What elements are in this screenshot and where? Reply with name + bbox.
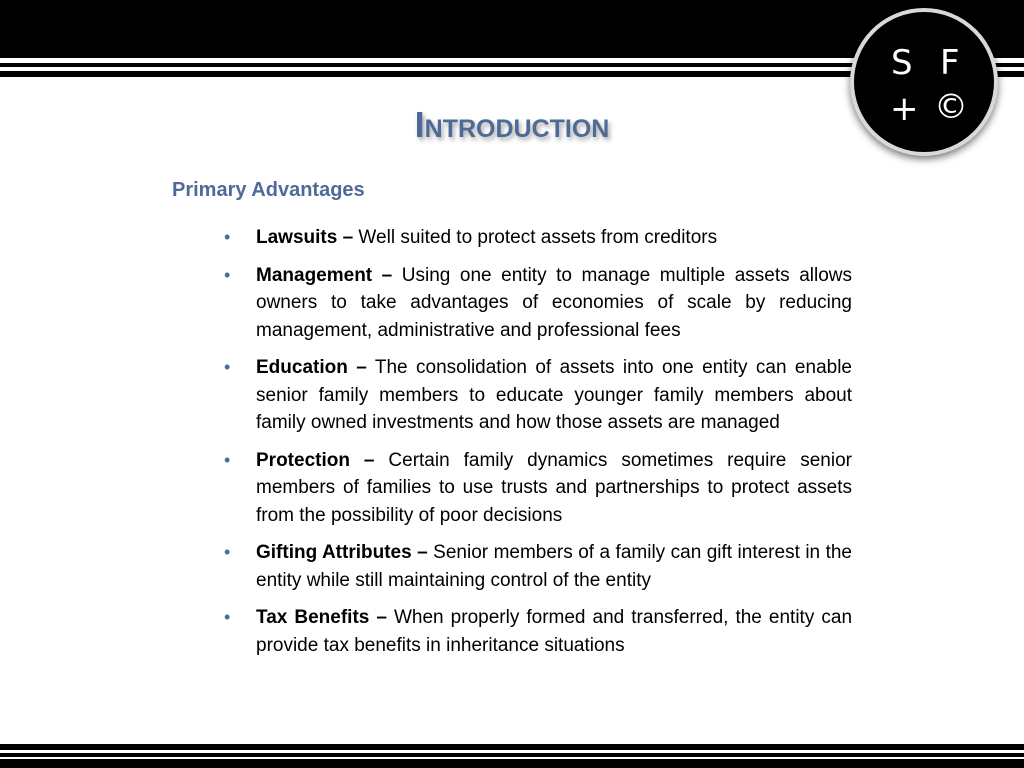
bullet-text: Well suited to protect assets from creditors [353, 227, 718, 248]
slide-title: Introduction [414, 104, 610, 145]
bullet-text: Using one entity to manage multiple assets allows owners to take advantages of economies of scale by reducing management, administrative and professional fees [256, 264, 852, 341]
bullet-term: Tax Benefits – [256, 607, 387, 628]
logo-plus: + [890, 89, 919, 129]
bullet-icon: • [224, 607, 231, 627]
bullet-term: Gifting Attributes – [256, 542, 428, 563]
bottom-band-thick [0, 759, 1024, 768]
logo-letter-f: F [940, 43, 960, 83]
bullet-icon: • [224, 542, 231, 562]
bullet-term: Lawsuits – [256, 227, 354, 248]
bottom-band-medium [0, 744, 1024, 750]
list-item [220, 447, 852, 530]
bullet-icon: • [224, 357, 231, 377]
logo-c-icon: © [934, 87, 968, 127]
advantages-list [220, 224, 852, 669]
list-item [220, 604, 852, 659]
bullet-text: Senior members of a family can gift interest in the entity while still maintaining control of the entity [256, 542, 852, 591]
bullet-term: Education – [256, 357, 367, 378]
bullet-text: When properly formed and transferred, the entity can provide tax benefits in inheritance situations [256, 607, 853, 656]
bullet-icon: • [224, 264, 231, 285]
section-subtitle: Primary Advantages [172, 179, 365, 201]
bullet-term: Management – [256, 264, 393, 286]
bottom-band-thin [0, 753, 1024, 757]
logo-letter-s: S [891, 43, 913, 83]
bullet-icon: • [224, 227, 231, 247]
bullet-text: Certain family dynamics sometimes require senior members of families to use trusts and partnerships to protect assets from the possibility of poor decisions [256, 449, 852, 526]
list-item [220, 354, 852, 437]
bullet-term: Protection – [256, 449, 375, 471]
list-item [220, 224, 852, 252]
bullet-text: The consolidation of assets into one entity can enable senior family members to educate younger family members about family owned investments and how those assets are managed [256, 357, 852, 433]
list-item [220, 262, 852, 345]
list-item [220, 539, 852, 594]
bullet-icon: • [224, 449, 231, 470]
bottom-decorative-bar [0, 744, 1024, 768]
